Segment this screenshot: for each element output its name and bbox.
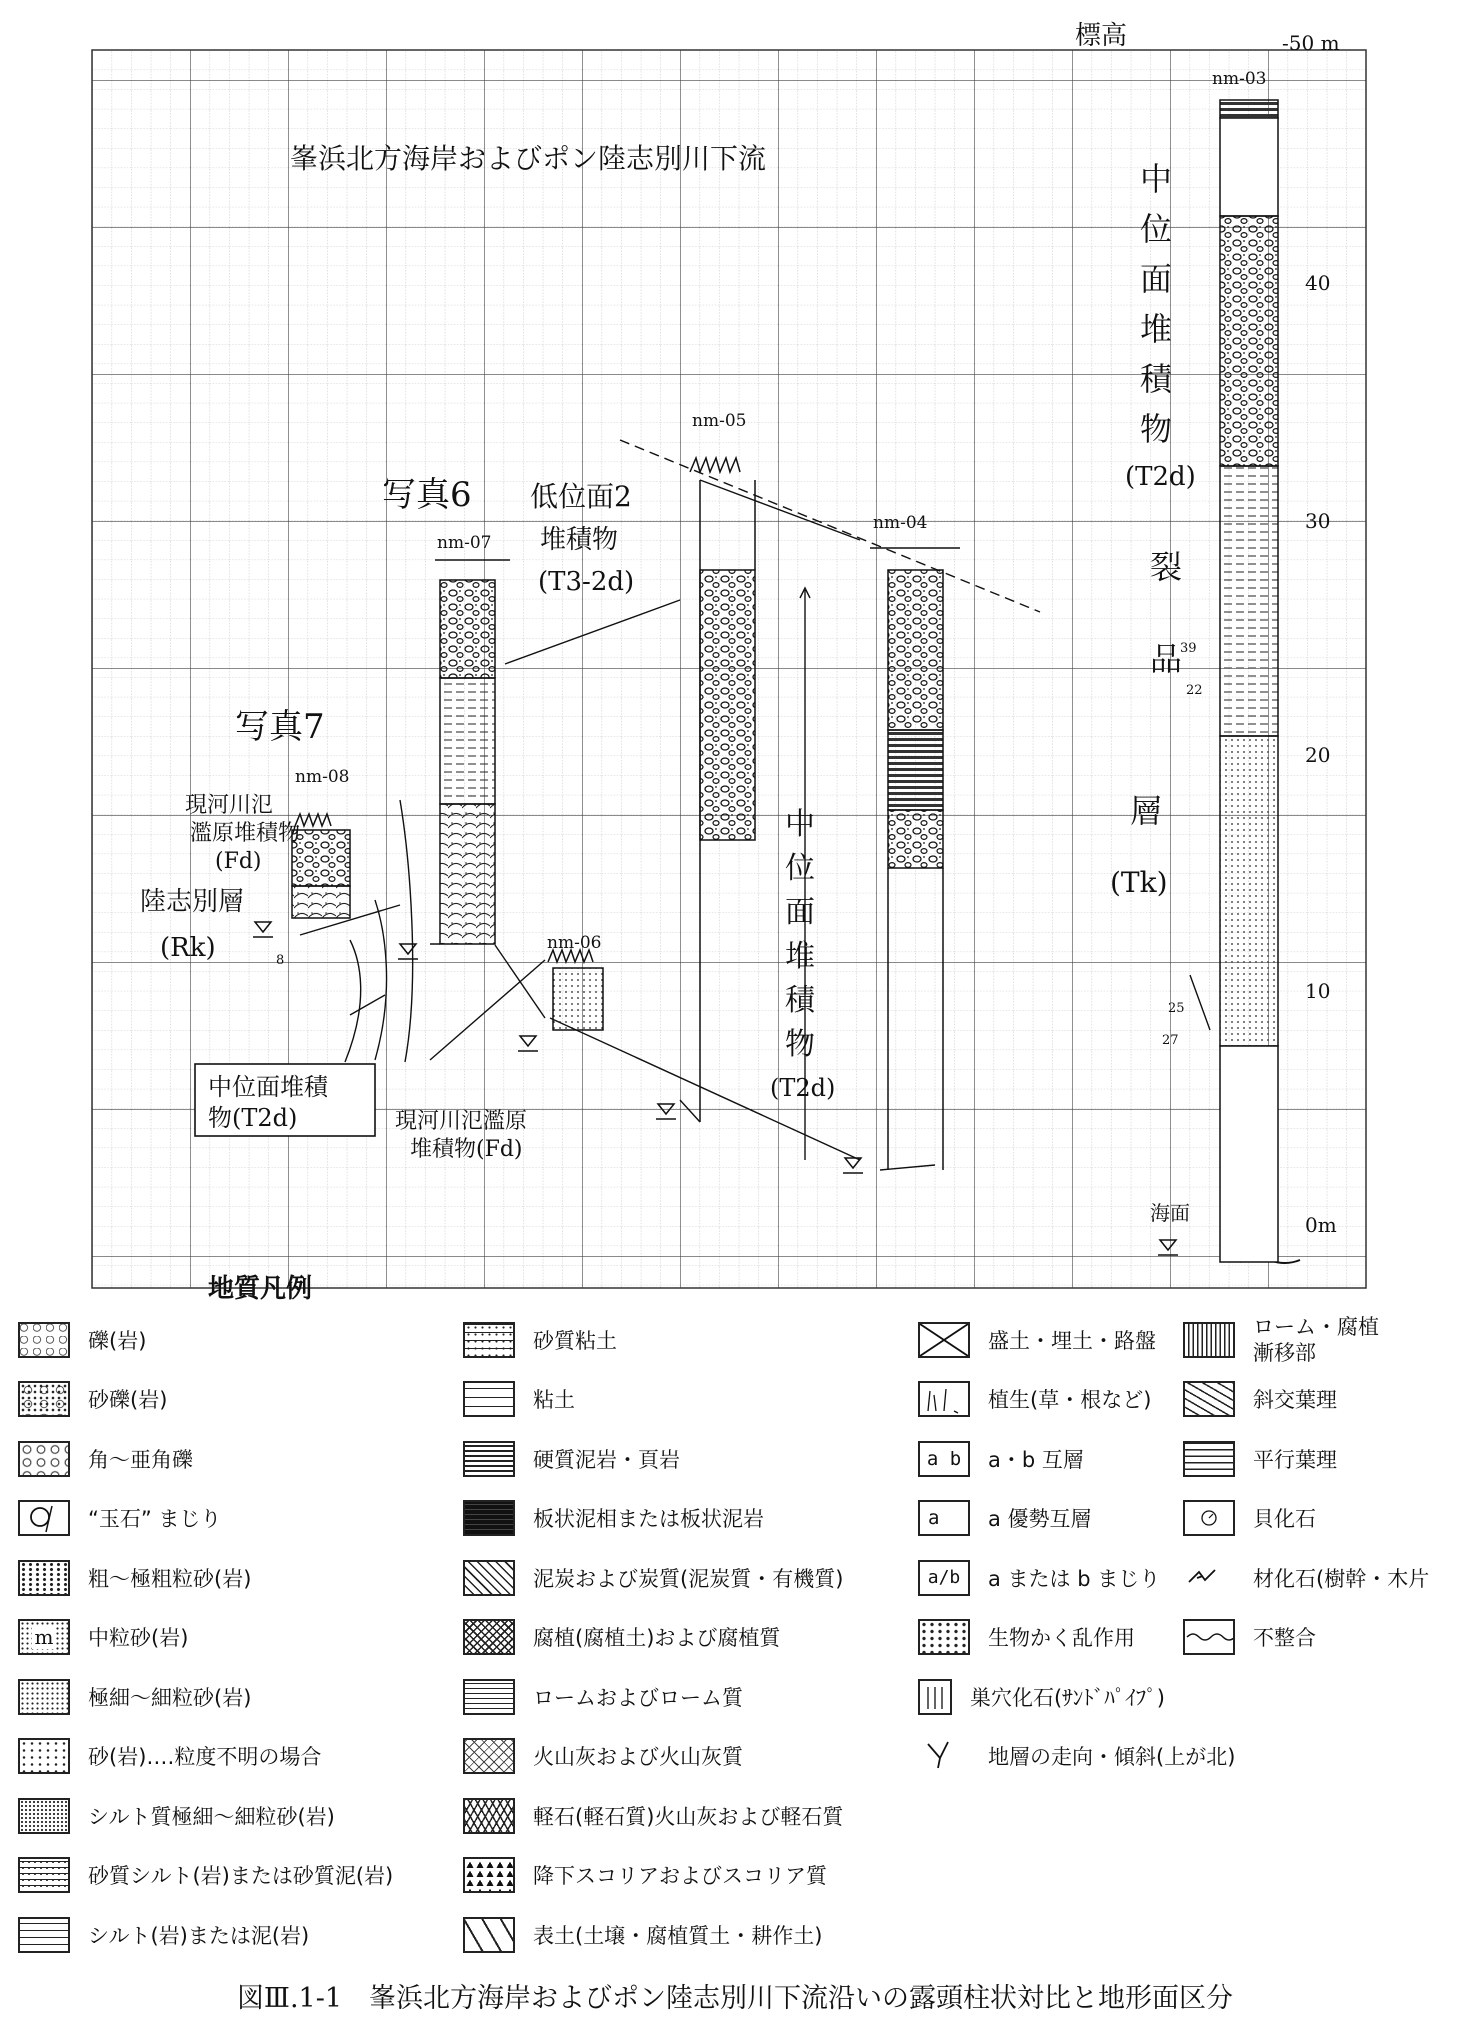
legend-label: シルト質極細〜細粒砂(岩) xyxy=(88,1804,335,1829)
middle-terrace-box-line-1: 中位面堆積 xyxy=(208,1073,328,1101)
diagram-title: 峯浜北方海岸およびポン陸志別川下流 xyxy=(290,142,767,175)
dip-value-2: 22 xyxy=(1186,683,1203,698)
svg-text:堆: 堆 xyxy=(785,939,815,974)
svg-text:積: 積 xyxy=(1140,360,1173,398)
fine-sand-icon xyxy=(18,1679,70,1715)
legend-item xyxy=(463,1727,843,1787)
strike-dip-icon xyxy=(918,1738,970,1774)
elevation-tick-10: 10 xyxy=(1305,979,1331,1003)
column-label-nm-04: nm-04 xyxy=(873,513,928,533)
vegetation-icon xyxy=(918,1381,970,1417)
elevation-tick-0: 0m xyxy=(1305,1213,1337,1237)
sandy-silt-icon xyxy=(18,1857,70,1893)
column-nm-06 xyxy=(547,933,603,1030)
svg-text:面: 面 xyxy=(785,895,815,930)
legend-item xyxy=(463,1370,843,1430)
elevation-top-label: -50 m xyxy=(1282,31,1340,55)
svg-text:堆: 堆 xyxy=(1140,310,1173,348)
flood-bottom-label-2: 堆積物(Fd) xyxy=(410,1137,523,1162)
svg-text:位: 位 xyxy=(1140,210,1173,248)
peat-icon xyxy=(463,1560,515,1596)
sandy-gravel-icon xyxy=(18,1381,70,1417)
legend-item xyxy=(463,1905,843,1965)
svg-text:(Tk): (Tk) xyxy=(1110,866,1168,899)
dip-value-1: 39 xyxy=(1180,641,1197,656)
legend-label: 不整合 xyxy=(1253,1626,1316,1651)
legend-item xyxy=(18,1727,393,1787)
legend-item xyxy=(1183,1548,1429,1608)
river-flood-label-2: 濫原堆積物 xyxy=(190,821,301,846)
legend-label: a 優勢互層 xyxy=(988,1507,1092,1532)
svg-text:物: 物 xyxy=(785,1027,815,1062)
legend-item xyxy=(1183,1489,1429,1549)
legend-label: 盛土・埋土・路盤 xyxy=(988,1328,1156,1353)
legend-item xyxy=(918,1727,1235,1787)
legend-item xyxy=(18,1905,393,1965)
legend-label: 斜交葉理 xyxy=(1253,1388,1337,1413)
svg-text:(T2d): (T2d) xyxy=(1125,462,1196,492)
gravel-icon xyxy=(18,1322,70,1358)
parallel-lamination-icon xyxy=(1183,1441,1235,1477)
loam-icon xyxy=(463,1679,515,1715)
platy-mud-icon xyxy=(463,1500,515,1536)
legend-label: 巣穴化石(ｻﾝﾄﾞﾊﾟｲﾌﾟ) xyxy=(970,1685,1165,1710)
ab-alternation-icon xyxy=(918,1441,970,1477)
silt-icon xyxy=(18,1917,70,1953)
legend-label: 中粒砂(岩) xyxy=(88,1626,189,1651)
legend-title: 地質凡例 xyxy=(208,1274,313,1304)
dip-value-3: 25 xyxy=(1168,1001,1185,1016)
humus-icon xyxy=(463,1619,515,1655)
legend-label: “玉石” まじり xyxy=(88,1507,222,1532)
svg-text:層: 層 xyxy=(1130,792,1163,830)
a-dominant-icon xyxy=(918,1500,970,1536)
svg-text:(T2d): (T2d) xyxy=(770,1074,836,1102)
legend-item xyxy=(463,1548,843,1608)
elevation-label: 標高 xyxy=(1075,21,1128,51)
legend-label: 貝化石 xyxy=(1253,1507,1316,1532)
legend-column-2 xyxy=(463,1310,843,1965)
legend-item xyxy=(18,1310,393,1370)
legend-label: 板状泥相または板状泥岩 xyxy=(533,1507,764,1532)
legend-label: 砂礫(岩) xyxy=(88,1388,168,1413)
legend-label: 砂質シルト(岩)または砂質泥(岩) xyxy=(88,1864,394,1889)
legend-item xyxy=(463,1489,843,1549)
svg-text:中: 中 xyxy=(1140,160,1173,198)
legend-label: 腐植(腐植土)および腐植質 xyxy=(533,1626,781,1651)
legend-label: 表土(土壌・腐植質土・耕作土) xyxy=(533,1923,823,1948)
legend-label: 粘土 xyxy=(533,1388,575,1413)
column-label-nm-08: nm-08 xyxy=(295,767,350,787)
burrow-fossil-icon xyxy=(918,1679,952,1715)
legend-column-1 xyxy=(18,1310,393,1965)
medium-sand-symbol: m xyxy=(32,1625,57,1649)
flood-bottom-label-1: 現河川氾濫原 xyxy=(395,1109,528,1134)
legend-label: ロームおよびローム質 xyxy=(533,1685,743,1710)
legend-label: 軽石(軽石質)火山灰および軽石質 xyxy=(533,1804,844,1829)
column-label-nm-05: nm-05 xyxy=(692,411,747,431)
rk-label-1: 陸志別層 xyxy=(140,887,245,917)
legend-label: 砂質粘土 xyxy=(533,1328,617,1353)
boulder-icon xyxy=(18,1500,70,1536)
hard-mudstone-icon xyxy=(463,1441,515,1477)
photo-7-label: 写真7 xyxy=(235,707,325,747)
legend-item xyxy=(18,1667,393,1727)
legend-item xyxy=(18,1548,393,1608)
geologic-legend xyxy=(18,1268,1458,1968)
legend-label: 極細〜細粒砂(岩) xyxy=(88,1685,252,1710)
sandy-clay-icon xyxy=(463,1322,515,1358)
lower-terrace-label-2: 堆積物 xyxy=(540,525,619,555)
legend-item xyxy=(18,1786,393,1846)
lower-terrace-label-3: (T3-2d) xyxy=(538,567,635,597)
rk-label-2: (Rk) xyxy=(160,933,216,963)
legend-item xyxy=(18,1489,393,1549)
legend-label: a または b まじり xyxy=(988,1566,1161,1591)
legend-item xyxy=(1183,1310,1429,1370)
legend-item xyxy=(18,1370,393,1430)
svg-text:中: 中 xyxy=(785,807,815,842)
a-or-b-symbol: a/b xyxy=(927,1566,961,1588)
fill-icon xyxy=(918,1322,970,1358)
legend-label: ローム・腐植漸移部 xyxy=(1253,1314,1379,1365)
svg-text:位: 位 xyxy=(785,851,815,886)
topsoil-icon xyxy=(463,1917,515,1953)
scoria-icon xyxy=(463,1857,515,1893)
sea-level-label: 海面 xyxy=(1150,1201,1190,1225)
legend-label: 硬質泥岩・頁岩 xyxy=(533,1447,680,1472)
sand-icon xyxy=(18,1738,70,1774)
ab-alternation-symbol: a b xyxy=(926,1447,962,1470)
svg-text:裂: 裂 xyxy=(1150,548,1183,586)
legend-label: 砂(岩)‥‥粒度不明の場合 xyxy=(88,1745,322,1770)
river-flood-label-1: 現河川氾 xyxy=(185,793,274,818)
column-label-nm-03: nm-03 xyxy=(1212,69,1267,89)
elevation-tick-40: 40 xyxy=(1305,271,1331,295)
medium-sand-icon xyxy=(18,1619,70,1655)
legend-label: 材化石(樹幹・木片 xyxy=(1253,1566,1430,1591)
legend-item xyxy=(1183,1370,1429,1430)
legend-item xyxy=(1183,1429,1429,1489)
legend-item xyxy=(18,1846,393,1906)
legend-item xyxy=(463,1429,843,1489)
legend-item xyxy=(463,1667,843,1727)
legend-item xyxy=(18,1429,393,1489)
legend-item xyxy=(18,1608,393,1668)
clay-icon xyxy=(463,1381,515,1417)
column-label-nm-07: nm-07 xyxy=(437,533,492,553)
svg-text:積: 積 xyxy=(785,983,815,1018)
silty-fine-sand-icon xyxy=(18,1798,70,1834)
legend-column-4 xyxy=(1183,1310,1429,1667)
cross-lamination-icon xyxy=(1183,1381,1235,1417)
legend-label: シルト(岩)または泥(岩) xyxy=(88,1923,310,1948)
lower-terrace-label-1: 低位面2 xyxy=(530,480,632,513)
middle-terrace-box-line-2: 物(T2d) xyxy=(208,1104,298,1132)
dip-value-4: 27 xyxy=(1162,1033,1179,1048)
legend-item xyxy=(918,1667,1235,1727)
svg-text:品: 品 xyxy=(1150,640,1183,678)
photo-6-label: 写真6 xyxy=(382,475,472,515)
dip-value-5: 8 xyxy=(276,953,285,968)
legend-item xyxy=(463,1608,843,1668)
svg-text:物: 物 xyxy=(1140,410,1173,448)
legend-label: a・b 互層 xyxy=(988,1447,1084,1472)
legend-label: 地層の走向・傾斜(上が北) xyxy=(988,1745,1236,1770)
legend-item xyxy=(463,1310,843,1370)
column-label-nm-06: nm-06 xyxy=(547,933,602,953)
shell-fossil-icon xyxy=(1183,1500,1235,1536)
river-flood-label-3: (Fd) xyxy=(215,849,262,874)
bioturbation-icon xyxy=(918,1619,970,1655)
a-or-b-icon xyxy=(918,1560,970,1596)
elevation-tick-20: 20 xyxy=(1305,743,1331,767)
loam-humus-icon xyxy=(1183,1322,1235,1358)
svg-text:面: 面 xyxy=(1140,260,1173,298)
legend-label: 平行葉理 xyxy=(1253,1447,1337,1472)
legend-label: 泥炭および炭質(泥炭質・有機質) xyxy=(533,1566,844,1591)
elevation-tick-30: 30 xyxy=(1305,509,1331,533)
legend-label: 生物かく乱作用 xyxy=(988,1626,1135,1651)
legend-item xyxy=(1183,1608,1429,1668)
wood-fossil-icon xyxy=(1183,1560,1235,1596)
legend-item xyxy=(463,1846,843,1906)
legend-label: 植生(草・根など) xyxy=(988,1388,1152,1413)
pumice-icon xyxy=(463,1798,515,1834)
legend-label: 降下スコリアおよびスコリア質 xyxy=(533,1864,827,1889)
legend-label: 粗〜極粗粒砂(岩) xyxy=(88,1566,252,1591)
column-nm-03 xyxy=(1212,69,1278,1262)
legend-label: 角〜亜角礫 xyxy=(88,1447,193,1472)
unconformity-icon xyxy=(1183,1619,1235,1655)
coarse-sand-icon xyxy=(18,1560,70,1596)
figure-caption: 図Ⅲ.1-1 峯浜北方海岸およびポン陸志別川下流沿いの露頭柱状対比と地形面区分 xyxy=(236,1983,1234,2014)
legend-label: 火山灰および火山灰質 xyxy=(533,1745,743,1770)
legend-label: 礫(岩) xyxy=(88,1328,147,1353)
volcanic-ash-icon xyxy=(463,1738,515,1774)
legend-item xyxy=(463,1786,843,1846)
angular-gravel-icon xyxy=(18,1441,70,1477)
a-dominant-symbol: a xyxy=(928,1507,940,1530)
